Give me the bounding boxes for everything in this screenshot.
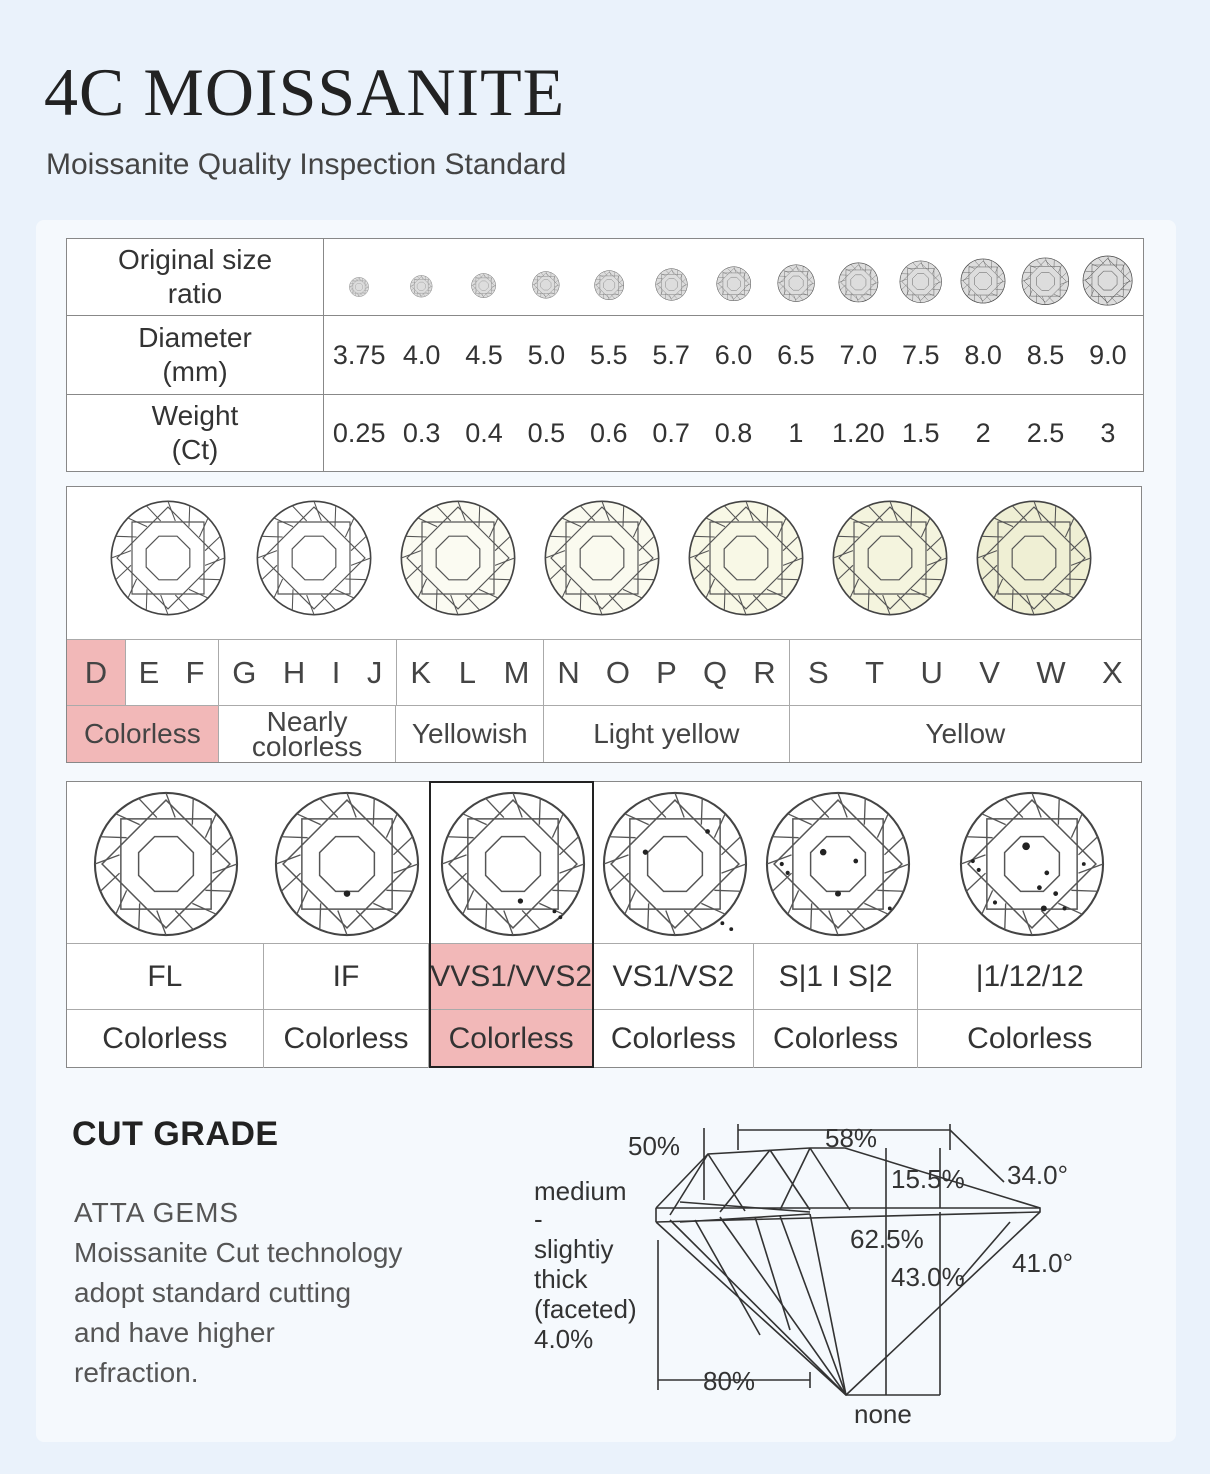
color-letter: V [979, 655, 1000, 690]
stone-size-icon [952, 249, 1014, 304]
color-letter: M [503, 655, 530, 690]
label-total-depth: 62.5% [850, 1224, 924, 1254]
diameter-value: 4.5 [465, 339, 503, 370]
stone-size-icon [765, 252, 827, 302]
label-girdle-6: 4.0% [534, 1324, 594, 1354]
label-girdle-3: slightiy [534, 1234, 614, 1264]
cut-proportion-diagram [520, 1110, 1100, 1440]
clarity-colors-row [67, 1009, 1141, 1068]
clarity-gem-icon [601, 790, 749, 943]
label-girdle-4: thick [534, 1264, 588, 1294]
cut-grade-title: CUT GRADE [72, 1115, 279, 1153]
clarity-color-label: Colorless [264, 1010, 430, 1068]
page-subtitle: Moissanite Quality Inspection Standard [46, 148, 567, 181]
color-group-label: Colorless [67, 706, 219, 762]
color-letter: O [605, 655, 631, 690]
stone-size-icon [1077, 248, 1139, 306]
diameter-value: 5.7 [652, 339, 690, 370]
clarity-color-label: Colorless [754, 1010, 919, 1068]
color-group-label: Light yellow [544, 706, 790, 762]
weight-value: 0.5 [527, 417, 566, 448]
label-pavilion-depth: 43.0% [891, 1262, 965, 1292]
color-letter: Q [702, 655, 728, 690]
color-letter: T [865, 655, 885, 690]
color-letter: X [1102, 655, 1123, 690]
color-group-label [219, 706, 397, 762]
size-ratio-row [67, 239, 1144, 316]
label-table-half: 50% [628, 1131, 681, 1161]
size-table [66, 238, 1144, 472]
stone-size-icon [578, 254, 640, 300]
clarity-grade-label: S|1 I S|2 [754, 944, 919, 1010]
diameter-value: 9.0 [1089, 339, 1127, 370]
label-culet: none [854, 1399, 912, 1429]
color-gem-icon [975, 499, 1093, 622]
color-letter-group [790, 640, 1141, 706]
clarity-gem-icon [273, 790, 421, 943]
color-letter: W [1036, 655, 1066, 690]
clarity-gem-icon [439, 790, 587, 943]
color-gem-icon [543, 499, 661, 622]
weight-value: 0.8 [714, 417, 753, 448]
color-letter: K [410, 655, 432, 690]
stone-size-icon [390, 256, 452, 297]
weight-row [67, 395, 1144, 472]
stone-size-icon [328, 257, 390, 297]
weight-label-line1: Weight [151, 400, 239, 432]
clarity-grade-label: IF [264, 944, 430, 1010]
color-group-label: Yellowish [396, 706, 544, 762]
label-lower-half: 80% [703, 1366, 756, 1396]
diameter-value: 5.0 [527, 339, 566, 370]
label-pavilion-angle: 41.0° [1012, 1248, 1074, 1278]
clarity-color-label: Colorless [594, 1010, 754, 1068]
color-letter: J [366, 655, 383, 690]
weight-value: 0.3 [402, 417, 441, 448]
diameter-values-cell [324, 316, 1144, 395]
diameter-label [67, 316, 324, 395]
diameter-values [324, 340, 1143, 371]
color-letter-group [219, 640, 397, 706]
size-ratio-label: Original size ratio [67, 239, 324, 316]
clarity-grade-label: |1/12/12 [975, 960, 1084, 993]
color-letter: I [331, 655, 341, 690]
color-letter: L [458, 655, 476, 690]
color-letter: D [67, 640, 126, 706]
color-group-label-line2: colorless [251, 731, 363, 762]
label-table: 58% [825, 1123, 878, 1153]
color-letter: N [557, 655, 580, 690]
diameter-value: 4.0 [402, 339, 441, 370]
weight-value: 1.5 [901, 417, 940, 448]
weight-value: 0.4 [465, 417, 503, 448]
stone-size-icon [1014, 249, 1076, 305]
weight-value: 0.7 [652, 417, 690, 448]
diameter-row [67, 316, 1144, 395]
label-girdle-1: medium [534, 1176, 627, 1206]
page-title: 4C MOISSANITE [44, 54, 566, 130]
cut-grade-text: Moissanite Cut technology adopt standard cutting and have higher refraction. [74, 1237, 403, 1388]
stone-size-icon [890, 250, 952, 303]
color-letter-group [397, 640, 545, 706]
clarity-grade-label: VS1/VS2 [594, 944, 754, 1010]
color-grade-box [66, 486, 1142, 763]
clarity-grade-box [66, 781, 1142, 1068]
color-gem-icon [255, 499, 373, 622]
label-crown-height: 15.5% [891, 1164, 965, 1194]
color-gems-row [67, 487, 1141, 639]
clarity-grade-label: FL [67, 944, 264, 1010]
color-gem-icon [831, 499, 949, 622]
diameter-label-line1: Diameter [138, 322, 252, 354]
color-groups-row [67, 705, 1141, 762]
color-letter: S [807, 655, 829, 690]
color-letter: U [920, 655, 943, 690]
color-group-label-line1: Nearly [266, 705, 348, 737]
diameter-value: 6.5 [777, 339, 815, 370]
label-girdle-2: - [534, 1204, 543, 1234]
clarity-color-label: Colorless [429, 1010, 594, 1068]
weight-values-cell [324, 395, 1144, 472]
color-letter: G [232, 655, 257, 690]
diameter-value: 3.75 [332, 339, 386, 370]
cut-grade-description [74, 1193, 404, 1393]
diameter-value: 8.5 [1026, 339, 1065, 370]
color-letter: E [138, 655, 160, 690]
color-gem-icon [687, 499, 805, 622]
weight-value: 2 [975, 417, 991, 448]
cut-grade-brand: ATTA GEMS [74, 1197, 240, 1228]
weight-value: 0.6 [589, 417, 628, 448]
clarity-gem-icon [764, 790, 912, 943]
weight-value: 0.25 [332, 417, 386, 448]
color-letters-row [67, 639, 1141, 706]
weight-values [324, 418, 1143, 449]
label-crown-angle: 34.0° [1007, 1160, 1069, 1190]
diameter-value: 7.5 [901, 339, 940, 370]
weight-value: 2.5 [1026, 417, 1065, 448]
color-group-label: Yellow [925, 718, 1006, 750]
color-letter: F [185, 655, 205, 690]
diameter-value: 7.0 [839, 339, 878, 370]
diameter-label-line2: (mm) [162, 356, 228, 387]
clarity-gem-icon [92, 790, 240, 943]
diameter-value: 5.5 [589, 339, 628, 370]
clarity-color-label: Colorless [67, 1010, 264, 1068]
clarity-grade-label: VVS1/VVS2 [429, 944, 594, 1010]
stone-sizes [324, 248, 1143, 306]
stone-size-icon [515, 255, 577, 299]
weight-label-line2: (Ct) [171, 434, 219, 465]
weight-label [67, 395, 324, 472]
color-letter-group [67, 640, 219, 706]
color-letter-group [544, 640, 789, 706]
diamond-outline [656, 1148, 1040, 1395]
weight-value: 1.20 [832, 417, 885, 448]
color-letter: R [753, 655, 776, 690]
weight-value: 3 [1100, 417, 1116, 448]
size-ratio-cell [324, 239, 1144, 316]
stone-size-icon [453, 256, 515, 299]
color-letter: P [656, 655, 677, 690]
diameter-value: 8.0 [964, 339, 1002, 370]
stone-size-icon [640, 253, 702, 301]
clarity-grades-row [67, 943, 1141, 1010]
label-girdle-5: (faceted) [534, 1294, 637, 1324]
color-gem-icon [399, 499, 517, 622]
color-letter: H [282, 655, 306, 690]
diameter-value: 6.0 [714, 339, 753, 370]
clarity-color-label: Colorless [967, 1022, 1093, 1055]
clarity-gem-icon [958, 790, 1106, 943]
stone-size-icon [702, 253, 764, 302]
stone-size-icon [827, 251, 889, 303]
color-gem-icon [109, 499, 227, 622]
weight-value: 1 [788, 417, 804, 448]
